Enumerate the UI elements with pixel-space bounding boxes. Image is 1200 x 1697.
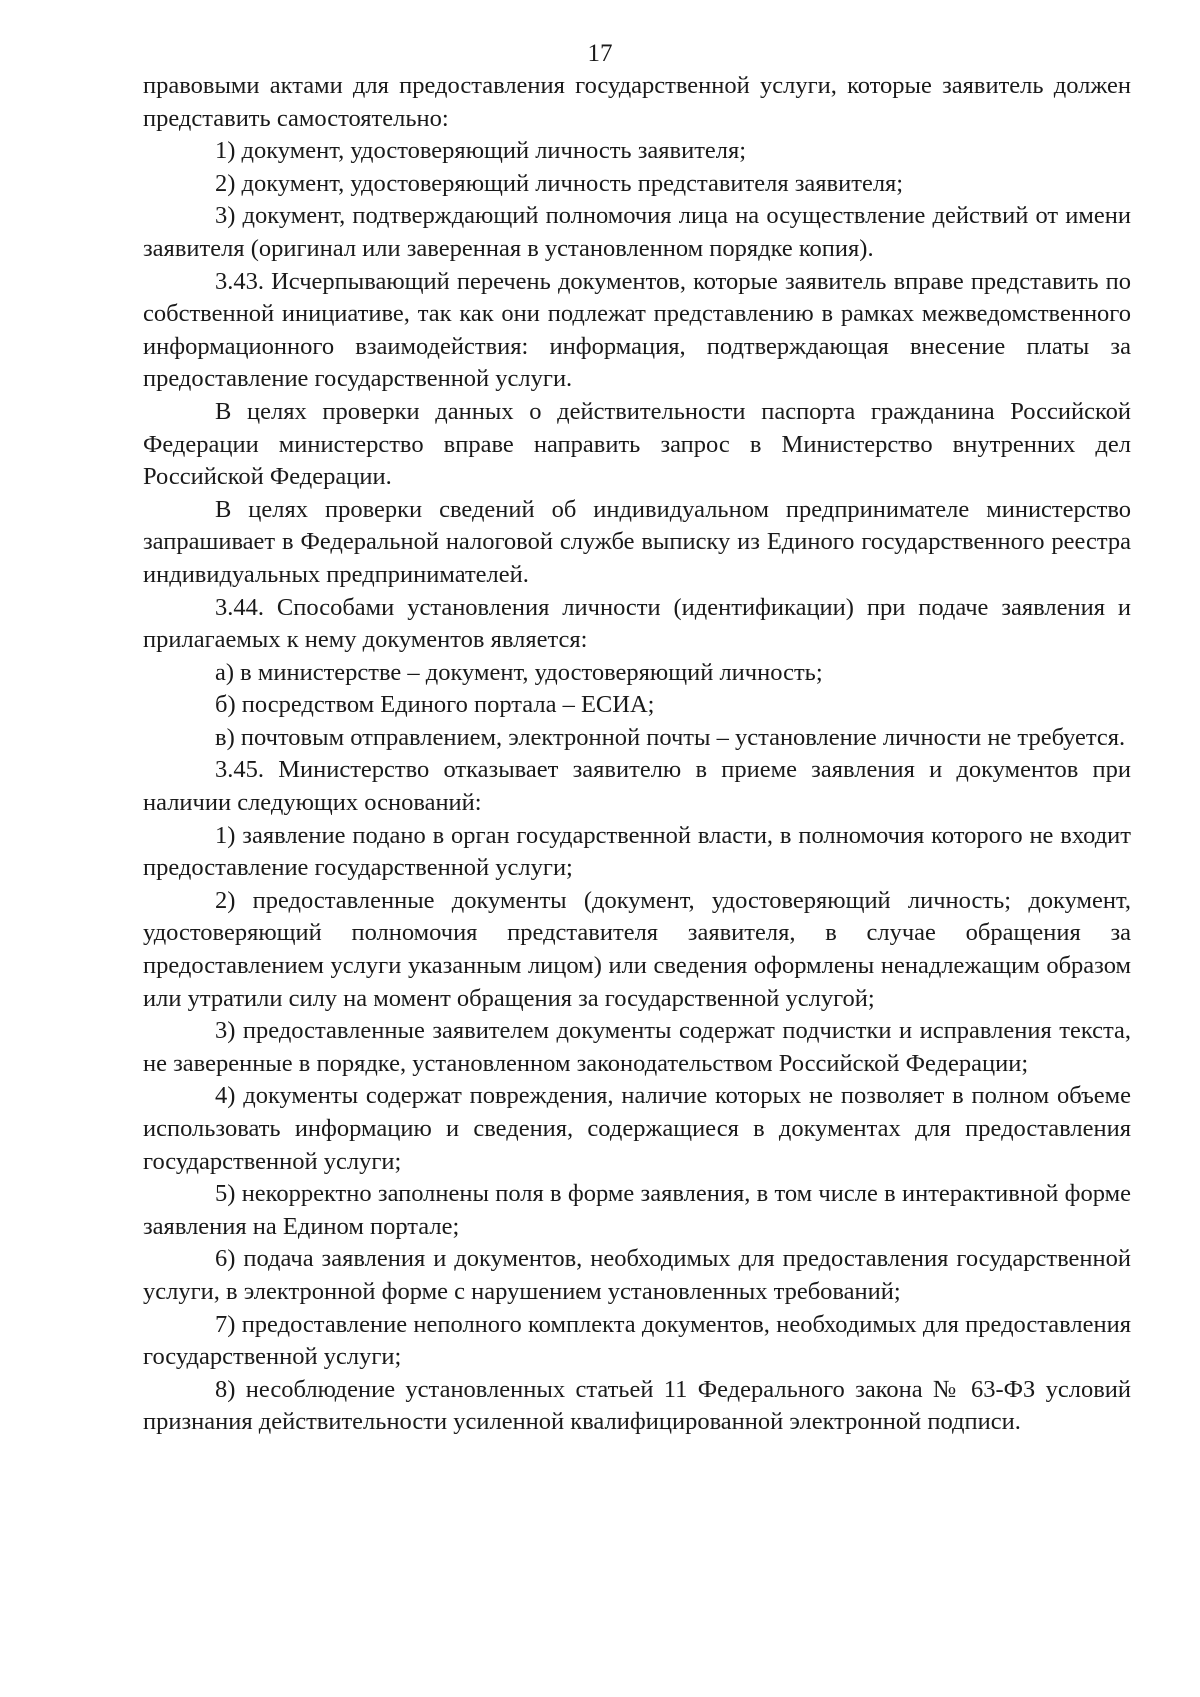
paragraph-clause-3-44: 3.44. Способами установления личности (идентификации) при подаче заявления и прилагаемых к нему документов является:	[143, 593, 1131, 654]
paragraph-list-item: в) почтовым отправлением, электронной почты – установление личности не требуется.	[215, 723, 1126, 751]
paragraph-continuation: правовыми актами для предоставления государственной услуги, которые заявитель должен представить самостоятельно:	[143, 72, 1131, 132]
paragraph-list-item: 1) документ, удостоверяющий личность заявителя;	[215, 137, 747, 165]
paragraph: В целях проверки данных о действительности паспорта гражданина Российской Федерации министерство вправе направить запрос в Министерство внутренних дел Российской Федерации.	[143, 397, 1131, 491]
paragraph-list-item: 5) некорректно заполнены поля в форме заявления, в том числе в интерактивной форме заявления на Едином портале;	[143, 1180, 1131, 1240]
paragraph-list-item: а) в министерстве – документ, удостоверяющий личность;	[215, 658, 823, 686]
paragraph-list-item: 4) документы содержат повреждения, наличие которых не позволяет в полном объеме использовать информацию и сведения, содержащиеся в документах для предоставления государственной услуги;	[143, 1082, 1131, 1175]
paragraph-list-item: 8) несоблюдение установленных статьей 11 Федерального закона № 63-ФЗ условий признания действительности усиленной квалифицированной электронной подписи.	[143, 1375, 1131, 1436]
paragraph-list-item: 3) документ, подтверждающий полномочия лица на осуществление действий от имени заявителя (оригинал или заверенная в установленном порядке копия).	[143, 202, 1131, 262]
paragraph-list-item: 6) подача заявления и документов, необходимых для предоставления государственной услуги, в электронной форме с нарушением установленных требований;	[143, 1245, 1131, 1305]
paragraph-clause-3-43: 3.43. Исчерпывающий перечень документов, которые заявитель вправе представить по собственной инициативе, так как они подлежат представлению в рамках межведомственного информационного взаимодействия: информация, подтверждающая внесение платы за предоставление государственной услуги.	[143, 267, 1131, 393]
paragraph-list-item: 2) предоставленные документы (документ, удостоверяющий личность; документ, удостоверяющий полномочия представителя заявителя, в случае обращения за предоставлением услуги указанным лицом) или сведения оформлены ненадлежащим образом или утратили силу на момент обращения за государственной услугой;	[143, 886, 1131, 1012]
paragraph-list-item: 1) заявление подано в орган государственной власти, в полномочия которого не входит предоставление государственной услуги;	[143, 821, 1131, 882]
paragraph-list-item: 3) предоставленные заявителем документы содержат подчистки и исправления текста, не заверенные в порядке, установленном законодательством Российской Федерации;	[143, 1017, 1131, 1077]
paragraph: В целях проверки сведений об индивидуальном предпринимателе министерство запрашивает в Федеральной налоговой службе выписку из Единого государственного реестра индивидуальных предпринимателей.	[143, 495, 1131, 588]
paragraph-list-item: 2) документ, удостоверяющий личность представителя заявителя;	[215, 169, 904, 197]
paragraph-clause-3-45: 3.45. Министерство отказывает заявителю в приеме заявления и документов при наличии следующих оснований:	[143, 756, 1131, 817]
page-number: 17	[587, 40, 613, 67]
paragraph-list-item: б) посредством Единого портала – ЕСИА;	[215, 691, 655, 719]
paragraph-list-item: 7) предоставление неполного комплекта документов, необходимых для предоставления государственной услуги;	[143, 1310, 1131, 1371]
document-body	[143, 70, 1131, 1439]
